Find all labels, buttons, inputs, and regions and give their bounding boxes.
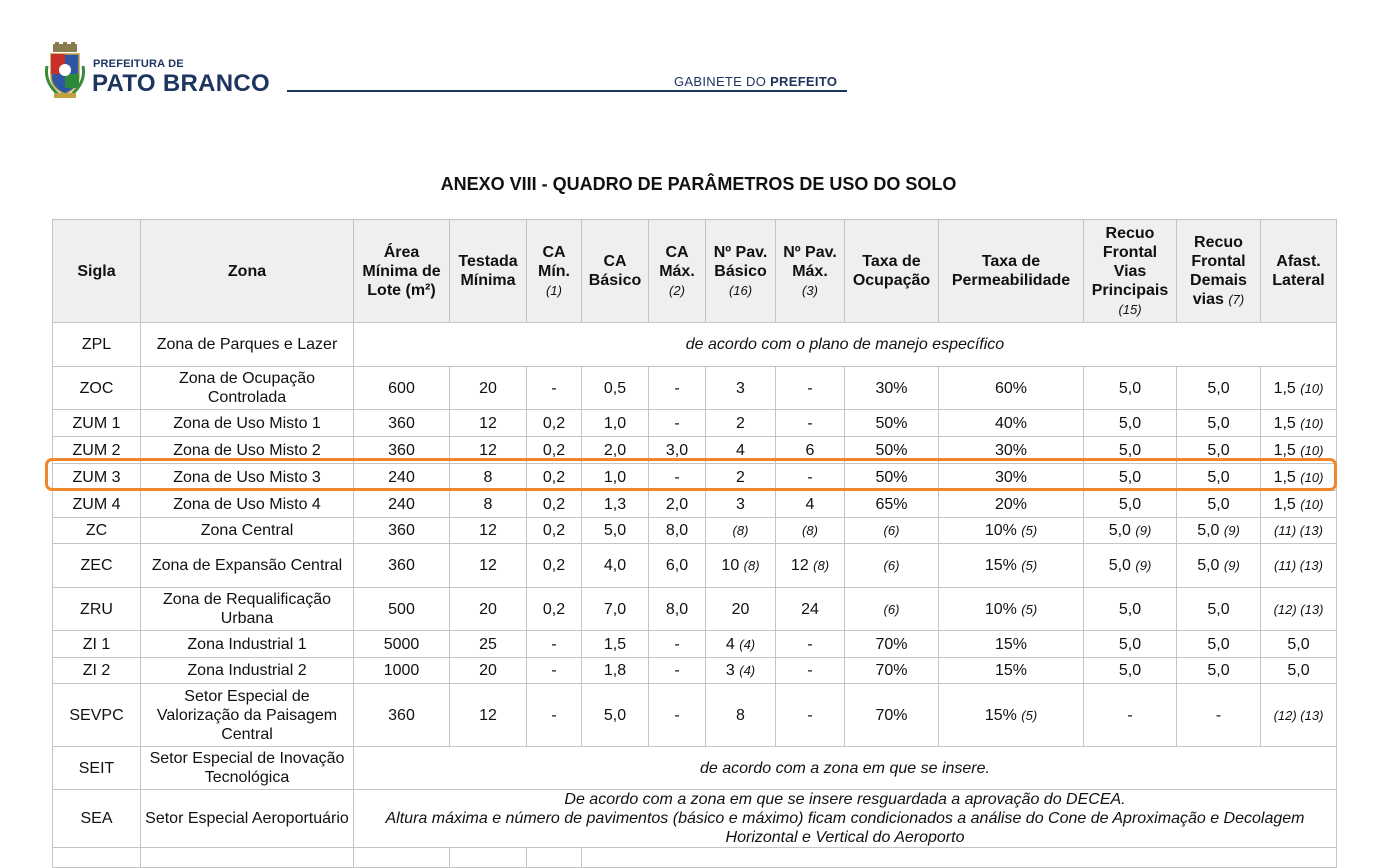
cell-ca-basico: 2,0 <box>582 437 649 464</box>
cell-taxa-permeabilidade: 10% (5) <box>939 518 1084 544</box>
cell-sigla: ZUM 2 <box>53 437 141 464</box>
cell-pav-basico: 20 <box>706 588 776 631</box>
cell-empty <box>354 848 450 868</box>
cell-sigla: ZRU <box>53 588 141 631</box>
cell-recuo-principais: 5,0 <box>1084 588 1177 631</box>
cell-taxa-ocupacao: 50% <box>845 437 939 464</box>
cell-sigla: ZI 1 <box>53 631 141 658</box>
col-taxa-permeabilidade: Taxa de Permeabilidade <box>939 220 1084 323</box>
cell-taxa-permeabilidade: 30% <box>939 464 1084 491</box>
col-ca-basico: CA Básico <box>582 220 649 323</box>
land-use-table <box>52 219 1337 868</box>
cell-taxa-permeabilidade: 60% <box>939 367 1084 410</box>
table-row-zum3 <box>53 464 1337 491</box>
city-crest-icon <box>44 42 86 100</box>
col-taxa-ocupacao: Taxa de Ocupação <box>845 220 939 323</box>
cell-sigla: ZI 2 <box>53 658 141 684</box>
cell-pav-max: - <box>776 684 845 747</box>
cell-sigla: ZPL <box>53 323 141 367</box>
cell-testada: 12 <box>450 518 527 544</box>
cell-ca-basico: 4,0 <box>582 544 649 588</box>
cell-empty <box>527 848 582 868</box>
cell-pav-basico: 3 (4) <box>706 658 776 684</box>
cell-recuo-demais: 5,0 (9) <box>1177 518 1261 544</box>
cell-pav-basico: 4 (4) <box>706 631 776 658</box>
table-row-sea <box>53 790 1337 848</box>
cell-pav-max: - <box>776 631 845 658</box>
cell-area: 360 <box>354 684 450 747</box>
cell-zona: Setor Especial Aeroportuário <box>141 790 354 848</box>
cell-area: 5000 <box>354 631 450 658</box>
cell-taxa-permeabilidade: 20% <box>939 491 1084 518</box>
cell-recuo-principais: 5,0 (9) <box>1084 544 1177 588</box>
cell-recuo-demais: - <box>1177 684 1261 747</box>
table-row-zi1 <box>53 631 1337 658</box>
cell-recuo-demais: 5,0 <box>1177 367 1261 410</box>
cell-ca-max: - <box>649 684 706 747</box>
cell-ca-min: - <box>527 658 582 684</box>
cell-recuo-principais: - <box>1084 684 1177 747</box>
page-title: ANEXO VIII - QUADRO DE PARÂMETROS DE USO DO SOLO <box>440 174 957 194</box>
cell-zona: Zona de Uso Misto 4 <box>141 491 354 518</box>
cell-testada: 8 <box>450 491 527 518</box>
cell-area: 360 <box>354 437 450 464</box>
cell-pav-basico: 2 <box>706 410 776 437</box>
cell-ca-max: - <box>649 631 706 658</box>
cell-afast-lateral: 1,5 (10) <box>1261 491 1337 518</box>
cell-taxa-ocupacao: 70% <box>845 658 939 684</box>
cell-sigla: SEA <box>53 790 141 848</box>
cell-recuo-demais: 5,0 <box>1177 631 1261 658</box>
cell-taxa-permeabilidade: 15% <box>939 658 1084 684</box>
cell-pav-basico: 2 <box>706 464 776 491</box>
cell-taxa-permeabilidade: 15% (5) <box>939 684 1084 747</box>
cell-pav-max: 4 <box>776 491 845 518</box>
table-row-zpl <box>53 323 1337 367</box>
cell-ca-min: 0,2 <box>527 518 582 544</box>
cell-pav-max: - <box>776 410 845 437</box>
cell-afast-lateral: 5,0 <box>1261 658 1337 684</box>
cell-pav-basico: 10 (8) <box>706 544 776 588</box>
cell-taxa-ocupacao: 30% <box>845 367 939 410</box>
cell-area: 360 <box>354 544 450 588</box>
cell-pav-max: 12 (8) <box>776 544 845 588</box>
cell-note: de acordo com a zona em que se insere. <box>354 747 1337 790</box>
cell-area: 240 <box>354 464 450 491</box>
cell-pav-max: - <box>776 367 845 410</box>
cell-ca-min: 0,2 <box>527 544 582 588</box>
cell-empty <box>582 848 1337 868</box>
cell-taxa-ocupacao: 70% <box>845 684 939 747</box>
cell-ca-max: 3,0 <box>649 437 706 464</box>
cell-recuo-demais: 5,0 <box>1177 491 1261 518</box>
table-row-seit <box>53 747 1337 790</box>
cell-sigla: ZOC <box>53 367 141 410</box>
cell-recuo-demais: 5,0 <box>1177 410 1261 437</box>
prefeitura-label: PREFEITURA DE <box>93 58 184 70</box>
cell-recuo-principais: 5,0 <box>1084 491 1177 518</box>
cell-area: 600 <box>354 367 450 410</box>
cell-note: De acordo com a zona em que se insere resguardada a aprovação do DECEA. Altura máxima e número de pavimentos (básico e máximo) ficam condicionados a análise do Cone de Aproximação e Decolagem Horizontal e Vertical do Aeroporto <box>354 790 1337 848</box>
cell-ca-max: - <box>649 410 706 437</box>
cell-zona: Zona de Requalificação Urbana <box>141 588 354 631</box>
cell-sigla: SEIT <box>53 747 141 790</box>
cell-zona: Zona Central <box>141 518 354 544</box>
col-ca-max: CA Máx. (2) <box>649 220 706 323</box>
cell-zona: Zona de Parques e Lazer <box>141 323 354 367</box>
col-recuo-demais: Recuo Frontal Demais vias (7) <box>1177 220 1261 323</box>
cell-testada: 12 <box>450 544 527 588</box>
cell-ca-min: 0,2 <box>527 588 582 631</box>
cell-empty <box>141 848 354 868</box>
cell-sigla: ZC <box>53 518 141 544</box>
cell-area: 360 <box>354 410 450 437</box>
cell-afast-lateral: (11) (13) <box>1261 544 1337 588</box>
cell-pav-basico: (8) <box>706 518 776 544</box>
cell-taxa-ocupacao: (6) <box>845 544 939 588</box>
cell-recuo-demais: 5,0 <box>1177 588 1261 631</box>
col-recuo-principais: Recuo Frontal Vias Principais (15) <box>1084 220 1177 323</box>
cell-ca-min: - <box>527 631 582 658</box>
cell-pav-basico: 8 <box>706 684 776 747</box>
cell-zona: Zona de Ocupação Controlada <box>141 367 354 410</box>
cell-afast-lateral: 1,5 (10) <box>1261 367 1337 410</box>
cell-sigla: SEVPC <box>53 684 141 747</box>
cell-ca-basico: 7,0 <box>582 588 649 631</box>
cell-zona: Zona de Expansão Central <box>141 544 354 588</box>
col-area: Área Mínima de Lote (m²) <box>354 220 450 323</box>
table-row-zi2 <box>53 658 1337 684</box>
cell-taxa-permeabilidade: 15% (5) <box>939 544 1084 588</box>
cell-zona: Zona Industrial 1 <box>141 631 354 658</box>
cell-zona: Zona de Uso Misto 2 <box>141 437 354 464</box>
cell-ca-max: - <box>649 367 706 410</box>
table-row-zoc <box>53 367 1337 410</box>
cell-pav-basico: 3 <box>706 367 776 410</box>
cell-taxa-ocupacao: 50% <box>845 410 939 437</box>
cell-testada: 8 <box>450 464 527 491</box>
cell-recuo-principais: 5,0 <box>1084 410 1177 437</box>
table-row-zum2 <box>53 437 1337 464</box>
table-header-row <box>53 220 1337 323</box>
cell-taxa-ocupacao: 50% <box>845 464 939 491</box>
cell-recuo-demais: 5,0 <box>1177 437 1261 464</box>
cell-testada: 25 <box>450 631 527 658</box>
cell-afast-lateral: (12) (13) <box>1261 684 1337 747</box>
cell-sigla: ZUM 3 <box>53 464 141 491</box>
cell-afast-lateral: 1,5 (10) <box>1261 464 1337 491</box>
cell-pav-basico: 4 <box>706 437 776 464</box>
cell-recuo-principais: 5,0 <box>1084 658 1177 684</box>
cell-testada: 12 <box>450 410 527 437</box>
cell-taxa-permeabilidade: 10% (5) <box>939 588 1084 631</box>
cell-testada: 20 <box>450 367 527 410</box>
cell-pav-max: - <box>776 464 845 491</box>
cell-ca-max: 2,0 <box>649 491 706 518</box>
cell-taxa-permeabilidade: 15% <box>939 631 1084 658</box>
cell-zona: Zona de Uso Misto 3 <box>141 464 354 491</box>
col-pav-max: Nº Pav. Máx. (3) <box>776 220 845 323</box>
cell-ca-basico: 5,0 <box>582 684 649 747</box>
cell-taxa-ocupacao: 70% <box>845 631 939 658</box>
col-afast-lateral: Afast. Lateral <box>1261 220 1337 323</box>
cell-recuo-principais: 5,0 <box>1084 367 1177 410</box>
cell-ca-min: 0,2 <box>527 464 582 491</box>
cell-taxa-permeabilidade: 30% <box>939 437 1084 464</box>
cell-testada: 20 <box>450 658 527 684</box>
cell-recuo-principais: 5,0 (9) <box>1084 518 1177 544</box>
table-row-zec <box>53 544 1337 588</box>
cell-pav-basico: 3 <box>706 491 776 518</box>
city-name: PATO BRANCO <box>92 70 270 97</box>
cell-pav-max: 24 <box>776 588 845 631</box>
cell-ca-basico: 1,3 <box>582 491 649 518</box>
cell-empty <box>450 848 527 868</box>
cell-testada: 12 <box>450 437 527 464</box>
cell-recuo-principais: 5,0 <box>1084 437 1177 464</box>
cell-zona: Zona de Uso Misto 1 <box>141 410 354 437</box>
cell-recuo-principais: 5,0 <box>1084 464 1177 491</box>
cell-ca-basico: 5,0 <box>582 518 649 544</box>
table-row-zc <box>53 518 1337 544</box>
table-row-zru <box>53 588 1337 631</box>
cell-ca-max: - <box>649 658 706 684</box>
cell-ca-basico: 1,8 <box>582 658 649 684</box>
cell-pav-max: 6 <box>776 437 845 464</box>
cell-note: de acordo com o plano de manejo específico <box>354 323 1337 367</box>
cell-testada: 20 <box>450 588 527 631</box>
cell-sigla: ZEC <box>53 544 141 588</box>
cell-afast-lateral: 1,5 (10) <box>1261 437 1337 464</box>
cell-ca-min: 0,2 <box>527 410 582 437</box>
page-header <box>44 42 854 102</box>
cabinet-label: GABINETE DO PREFEITO <box>674 74 838 89</box>
cell-ca-basico: 1,5 <box>582 631 649 658</box>
cell-ca-max: 8,0 <box>649 588 706 631</box>
cell-ca-min: - <box>527 684 582 747</box>
cell-sigla: ZUM 1 <box>53 410 141 437</box>
cell-ca-max: - <box>649 464 706 491</box>
cell-taxa-ocupacao: (6) <box>845 588 939 631</box>
cell-zona: Setor Especial de Valorização da Paisagem Central <box>141 684 354 747</box>
cell-empty <box>53 848 141 868</box>
cell-zona: Zona Industrial 2 <box>141 658 354 684</box>
cell-taxa-ocupacao: 65% <box>845 491 939 518</box>
table-row-partial <box>53 848 1337 868</box>
cell-taxa-permeabilidade: 40% <box>939 410 1084 437</box>
col-testada: Testada Mínima <box>450 220 527 323</box>
cell-ca-min: - <box>527 367 582 410</box>
cell-area: 1000 <box>354 658 450 684</box>
cell-area: 360 <box>354 518 450 544</box>
cell-afast-lateral: 5,0 <box>1261 631 1337 658</box>
cell-ca-basico: 1,0 <box>582 464 649 491</box>
cell-sigla: ZUM 4 <box>53 491 141 518</box>
cell-ca-max: 6,0 <box>649 544 706 588</box>
table-row-zum4 <box>53 491 1337 518</box>
cell-ca-basico: 0,5 <box>582 367 649 410</box>
cell-afast-lateral: 1,5 (10) <box>1261 410 1337 437</box>
cell-recuo-demais: 5,0 (9) <box>1177 544 1261 588</box>
col-sigla: Sigla <box>53 220 141 323</box>
cell-recuo-demais: 5,0 <box>1177 464 1261 491</box>
cell-recuo-demais: 5,0 <box>1177 658 1261 684</box>
cell-zona: Setor Especial de Inovação Tecnológica <box>141 747 354 790</box>
cell-pav-max: - <box>776 658 845 684</box>
cell-recuo-principais: 5,0 <box>1084 631 1177 658</box>
col-pav-basico: Nº Pav. Básico (16) <box>706 220 776 323</box>
cell-ca-min: 0,2 <box>527 437 582 464</box>
cell-area: 500 <box>354 588 450 631</box>
cell-afast-lateral: (11) (13) <box>1261 518 1337 544</box>
cell-afast-lateral: (12) (13) <box>1261 588 1337 631</box>
cell-area: 240 <box>354 491 450 518</box>
cell-testada: 12 <box>450 684 527 747</box>
table-row-sevpc <box>53 684 1337 747</box>
cell-pav-max: (8) <box>776 518 845 544</box>
cell-ca-min: 0,2 <box>527 491 582 518</box>
table-row-zum1 <box>53 410 1337 437</box>
col-zona: Zona <box>141 220 354 323</box>
col-ca-min: CA Mín. (1) <box>527 220 582 323</box>
header-divider <box>287 90 847 92</box>
cell-ca-basico: 1,0 <box>582 410 649 437</box>
cell-ca-max: 8,0 <box>649 518 706 544</box>
cell-taxa-ocupacao: (6) <box>845 518 939 544</box>
